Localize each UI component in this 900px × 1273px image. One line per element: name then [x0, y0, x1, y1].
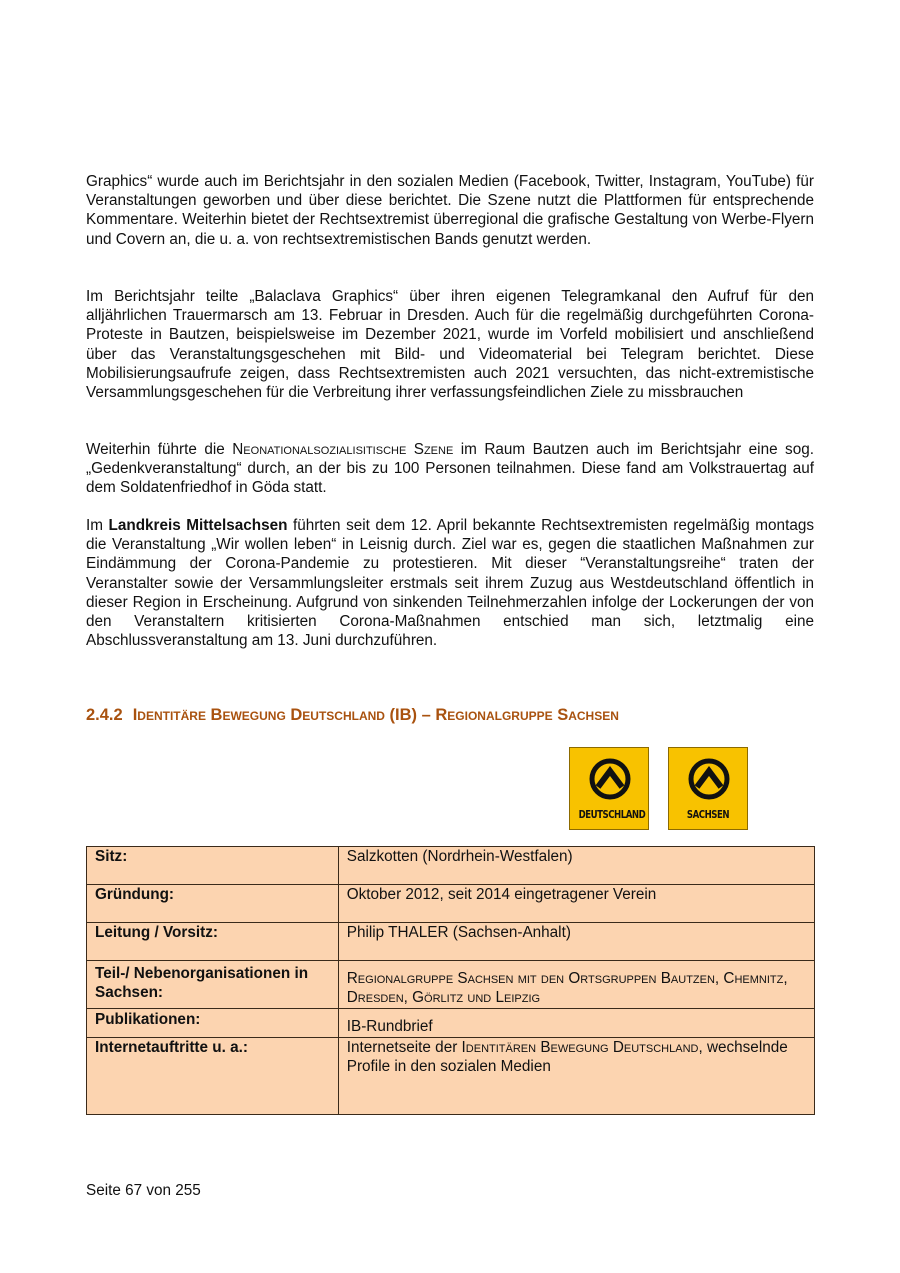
p4-district-name: Landkreis Mittelsachsen — [108, 517, 288, 534]
row-value: Salzkotten (Nordrhein-Westfalen) — [338, 847, 814, 885]
row-label: Gründung: — [87, 885, 339, 923]
row-value: Oktober 2012, seit 2014 eingetragener Verein — [338, 885, 814, 923]
p4-text-end: führten seit dem 12. April bekannte Rechtsextremisten regelmäßig montags die Veranstaltung „Wir wollen leben“ in Leisnig durch. Ziel war es, gegen die staatlichen Maßnahmen zur Eindämmung der Corona-Pandemie zu protestieren. Mit dieser “Veranstaltungsreihe“ traten der Veranstalter sowie der Versammlungsleiter erstmals seit ihrem Zuzug aus Westdeutschland öffentlich in dieser Region in Erscheinung. Aufgrund von sinkenden Teilnehmerzahlen infolge der Lockerungen der von den Veranstaltern kritisierten Corona-Maßnahmen entschied man sich, letztmalig eine Abschlussveranstaltung am 13. Juni durchzuführen. — [86, 517, 814, 650]
table-row — [87, 961, 815, 1009]
paragraph-gedenkveranstaltung — [86, 440, 814, 498]
organization-info-table — [86, 846, 815, 1115]
row-label: Teil-/ Nebenorganisationen in Sachsen: — [87, 961, 339, 1009]
section-heading — [86, 706, 619, 725]
table-row — [87, 1009, 815, 1038]
lambda-circle-icon — [588, 757, 632, 801]
lambda-circle-icon — [687, 757, 731, 801]
logo-label-deutschland: DEUTSCHLAND — [578, 808, 646, 821]
table-row — [87, 847, 815, 885]
paragraph-telegram-channel: Im Berichtsjahr teilte „Balaclava Graphics“ über ihren eigenen Telegramkanal den Aufruf für den alljährlichen Trauermarsch am 13. Februar in Dresden. Auch für die regelmäßig durchgeführten Corona-Proteste in Bautzen, beispielsweise im Dezember 2021, wurde im Vorfeld mobilisiert und anschließend über das Veranstaltungsgeschehen mit Bild- und Videomaterial bei Telegram berichtet. Diese Mobilisierungsaufrufe zeigen, dass Rechtsextremisten auch 2021 versuchten, das nicht-extremistische Versammlungsgeschehen für die Verbreitung ihrer verfassungsfeindlichen Ziele zu missbrauchen — [86, 288, 814, 402]
table-row — [87, 923, 815, 961]
row-value — [338, 1038, 814, 1115]
row-label: Publikationen: — [87, 1009, 339, 1038]
logo-ib-deutschland — [569, 747, 649, 830]
row-label: Sitz: — [87, 847, 339, 885]
p3-text-start: Weiterhin führte die — [86, 441, 233, 458]
row-value: Philip THALER (Sachsen-Anhalt) — [338, 923, 814, 961]
section-number: 2.4.2 — [86, 706, 123, 724]
table-row — [87, 885, 815, 923]
value-text-end: , wechselnde Profile in den sozialen Medien — [346, 1039, 788, 1075]
paragraph-mittelsachsen — [86, 516, 814, 650]
logo-label-sachsen: SACHSEN — [686, 808, 730, 821]
p3-text-end: im Raum Bautzen auch im Berichtsjahr eine sog. „Gedenkveranstaltung“ durch, an der bis zu 100 Personen teilnahmen. Diese fand am Volkstrauertag auf dem Soldatenfriedhof in Göda statt. — [86, 441, 814, 497]
page-number: Seite 67 von 255 — [86, 1182, 201, 1199]
logo-ib-sachsen — [668, 747, 748, 830]
row-value: Regionalgruppe Sachsen mit den Ortsgruppen Bautzen, Chemnitz, Dresden, Görlitz und Leipzig — [338, 961, 814, 1009]
row-label: Internetauftritte u. a.: — [87, 1038, 339, 1115]
row-label: Leitung / Vorsitz: — [87, 923, 339, 961]
p3-scene-name: Neonationalsozialisitische Szene — [232, 441, 454, 458]
paragraph-balaclava-social-media: Graphics“ wurde auch im Berichtsjahr in den sozialen Medien (Facebook, Twitter, Instagram, YouTube) für Veranstaltungen geworben und über diese berichtet. Die Szene nutzt die Plattformen für entsprechende Kommentare. Weiterhin bietet der Rechtsextremist überregional die grafische Gestaltung von Werbe-Flyern und Covern an, die u. a. von rechtsextremistischen Bands genutzt werden. — [86, 173, 814, 248]
value-text-start: Internetseite der — [346, 1039, 462, 1056]
document-page — [86, 0, 814, 1273]
row-value: IB-Rundbrief — [338, 1009, 814, 1038]
p4-text-start: Im — [86, 517, 109, 534]
value-org-name: Identitären Bewegung Deutschland — [461, 1039, 699, 1056]
section-title: Identitäre Bewegung Deutschland (IB) – Regionalgruppe Sachsen — [132, 706, 619, 724]
table-row — [87, 1038, 815, 1115]
